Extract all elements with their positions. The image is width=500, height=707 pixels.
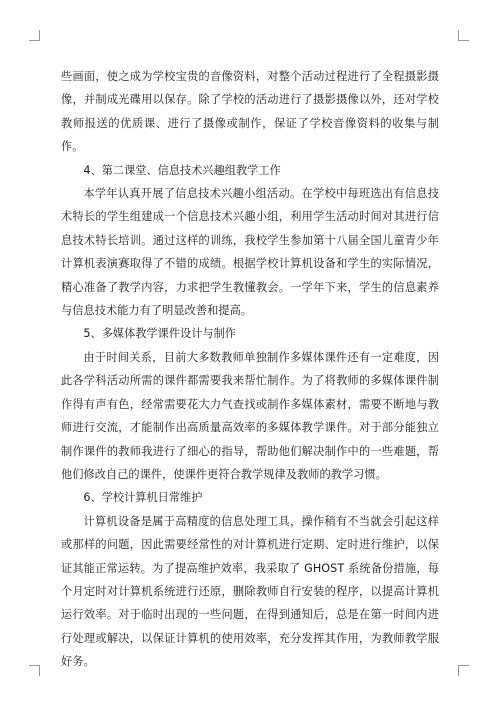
paragraph-computer-maintenance: 计算机设备是属于高精度的信息处理工具，操作稍有不当就会引起这样或那样的问题，因此需要经常性的对计算机进行定期、定时进行维护，以保证其能正常运转。为了提高维护效率，我采取了 GHOST 系统备份措施，每个月定时对计算机系统进行还原，删除教师自行安装的程序，以提高计算机运行效率。对于临时出现的一些问题，在得到通知后，总是在第一时间内进行处理或解决，以保证计算机的使用效率，充分发挥其作用，为教师教学服好务。: [61, 514, 439, 669]
crop-mark-top-right: [458, 30, 469, 41]
crop-mark-bottom-right: [458, 665, 469, 676]
paragraph-audio-video: 些画面，使之成为学校宝贵的音像资料，对整个活动过程进行了全程摄影摄像，并制成光碟用以保存。除了学校的活动进行了摄影摄像以外，还对学校教师报送的优质课、进行了摄像或制作，保证了学校音像资料的收集与制作。: [61, 70, 439, 154]
heading-section-6: 6、学校计算机日常维护: [83, 491, 203, 505]
paragraph-multimedia-courseware: 由于时间关系，目前大多数教师单独制作多媒体课件还有一定难度，因此各学科活动所需的课件都需要我来帮忙制作。为了将教师的多媒体课件制作得有声有色，经常需要花大力气查找或制作多媒体素材，需要不断地与教师进行交流，才能制作出高质量高效率的多媒体教学课件。对于部分能独立制作课件的教师我进行了细心的指导，帮助他们解决制作中的一些难题，帮他们修改自己的课件，使课件更符合教学规律及教师的教学习惯。: [61, 350, 439, 481]
crop-mark-bottom-left: [29, 665, 40, 676]
heading-section-5: 5、多媒体教学课件设计与制作: [83, 327, 236, 341]
document-body: [61, 65, 439, 674]
heading-section-4: 4、第二课堂、信息技术兴趣组教学工作: [83, 163, 281, 177]
paragraph-interest-group: 本学年认真开展了信息技术兴趣小组活动。在学校中每班选出有信息技术特长的学生组建成一个信息技术兴趣小组，利用学生活动时间对其进行信息技术特长培训。通过这样的训练，我校学生参加第十八届全国儿童青少年计算机表演赛取得了不错的成绩。根据学校计算机设备和学生的实际情况，精心准备了教学内容，力求把学生教懂教会。一学年下来，学生的信息素养与信息技术能力有了明显改善和提高。: [61, 187, 439, 318]
crop-mark-top-left: [29, 30, 40, 41]
